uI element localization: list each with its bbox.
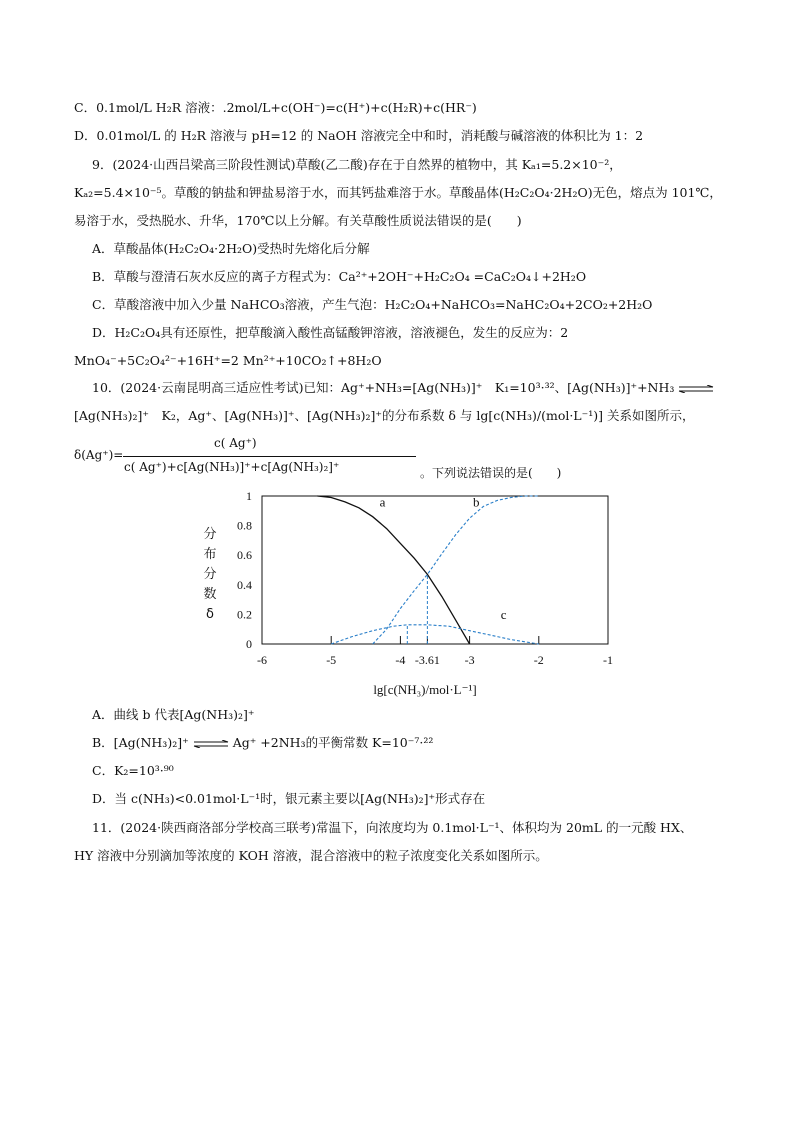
- x-axis-label: lg[c(NH₃)/mol·L⁻¹]: [373, 682, 477, 697]
- question-10-option-c: C．K₂=10³·⁹⁰: [92, 763, 174, 778]
- formula-tail: 。下列说法错误的是( ): [420, 466, 562, 480]
- question-10-stem: [92, 380, 718, 396]
- question-11-stem: 11．(2024·陕西商洛部分学校高三联考)常温下，向浓度均为 0.1mol·L⁻¹、体积均为 20mL 的一元酸 HX、: [92, 820, 693, 835]
- question-10-option-a: A．曲线 b 代表[Ag(NH₃)₂]⁺: [92, 707, 255, 722]
- curve-label-c: c: [500, 606, 507, 622]
- question-10-stem-text: 10．(2024·云南昆明高三适应性考试)已知：Ag⁺+NH₃=[Ag(NH₃)]⁺ K₁=10³·³²、[Ag(NH₃)]⁺+NH₃: [92, 380, 675, 395]
- x-tick-label: -4: [395, 653, 406, 667]
- question-9-option-c: C．草酸溶液中加入少量 NaHCO₃溶液，产生气泡：H₂C₂O₄+NaHCO₃=NaHC₂O₄+2CO₂+2H₂O: [92, 297, 653, 312]
- formula-lhs: δ(Ag⁺)=: [74, 448, 124, 462]
- y-axis-label-char: 分: [203, 567, 217, 582]
- question-9-option-d: D．H₂C₂O₄具有还原性，把草酸滴入酸性高锰酸钾溶液，溶液褪色，发生的反应为：2: [92, 325, 569, 340]
- formula-numerator: c( Ag⁺): [214, 436, 257, 450]
- option-c-prev: C．0.1mol/L H₂R 溶液：.2mol/L+c(OH⁻)=c(H⁺)+c(H₂R)+c(HR⁻): [74, 100, 477, 115]
- y-tick-label: 0.2: [237, 607, 252, 622]
- y-tick-label: 0: [246, 637, 252, 651]
- question-9-option-b: B．草酸与澄清石灰水反应的离子方程式为：Ca²⁺+2OH⁻+H₂C₂O₄ =CaC₂O₄↓+2H₂O: [92, 269, 587, 284]
- curve-b: [373, 496, 539, 644]
- curve-label-b: b: [473, 494, 480, 510]
- question-9-stem-2: Kₐ₂=5.4×10⁻⁵。草酸的钠盐和钾盐易溶于水，而其钙盐难溶于水。草酸晶体(H₂C₂O₄·2H₂O)无色，熔点为 101℃，: [74, 185, 722, 200]
- option-b-part-1: B．[Ag(NH₃)₂]⁺: [92, 735, 189, 750]
- x-tick-label: -3.61: [414, 653, 440, 667]
- y-tick-label: 0.8: [237, 518, 252, 533]
- y-axis-label-char: 分: [203, 527, 217, 542]
- x-tick-label: -1: [603, 653, 613, 667]
- question-10-stem-2: [Ag(NH₃)₂]⁺ K₂，Ag⁺、[Ag(NH₃)]⁺、[Ag(NH₃)₂]⁺的分布系数 δ 与 lg[c(NH₃)/(mol·L⁻¹)] 关系如图所示，: [74, 408, 695, 423]
- x-tick-label: -2: [533, 653, 544, 667]
- y-axis-label-char: 布: [203, 547, 217, 562]
- plot-frame: [262, 496, 608, 644]
- x-tick-label: -5: [326, 653, 337, 667]
- option-d-prev: D．0.01mol/L 的 H₂R 溶液与 pH=12 的 NaOH 溶液完全中和时，消耗酸与碱溶液的体积比为 1：2: [74, 128, 644, 143]
- question-9-stem-3: 易溶于水，受热脱水、升华，170℃以上分解。有关草酸性质说法错误的是( ): [74, 213, 522, 228]
- option-b-part-2: Ag⁺ +2NH₃的平衡常数 K=10⁻⁷·²²: [232, 735, 434, 750]
- y-axis-label-char: 数: [203, 587, 217, 602]
- question-9-option-d-cont: MnO₄⁻+5C₂O₄²⁻+16H⁺=2 Mn²⁺+10CO₂↑+8H₂O: [74, 353, 382, 368]
- question-9-option-a: A．草酸晶体(H₂C₂O₄·2H₂O)受热时先熔化后分解: [92, 241, 370, 256]
- curve-a: [317, 496, 469, 644]
- question-10-option-b: [92, 735, 433, 751]
- question-11-stem-2: HY 溶液中分别滴加等浓度的 KOH 溶液，混合溶液中的粒子浓度变化关系如图所示。: [74, 848, 548, 863]
- distribution-chart: [190, 486, 640, 702]
- formula-denominator: c( Ag⁺)+c[Ag(NH₃)]⁺+c[Ag(NH₃)₂]⁺: [124, 460, 340, 474]
- y-tick-label: 1: [246, 489, 252, 503]
- x-tick-label: -6: [257, 653, 267, 667]
- chart-svg: [190, 486, 640, 698]
- question-9-stem: 9．(2024·山西吕梁高三阶段性测试)草酸(乙二酸)存在于自然界的植物中，其 Kₐ₁=5.2×10⁻²，: [92, 157, 622, 172]
- equilibrium-arrow-icon: [678, 385, 714, 393]
- question-10-option-d: D．当 c(NH₃)<0.01mol·L⁻¹时，银元素主要以[Ag(NH₃)₂]⁺形式存在: [92, 791, 486, 806]
- x-tick-label: -3: [464, 653, 475, 667]
- fraction-bar: [123, 456, 416, 457]
- curve-c: [331, 625, 539, 644]
- curve-label-a: a: [379, 494, 386, 510]
- y-axis-label-char: δ: [206, 607, 214, 622]
- y-tick-label: 0.4: [237, 577, 252, 592]
- equilibrium-arrow-icon: [193, 740, 229, 748]
- y-tick-label: 0.6: [237, 548, 252, 563]
